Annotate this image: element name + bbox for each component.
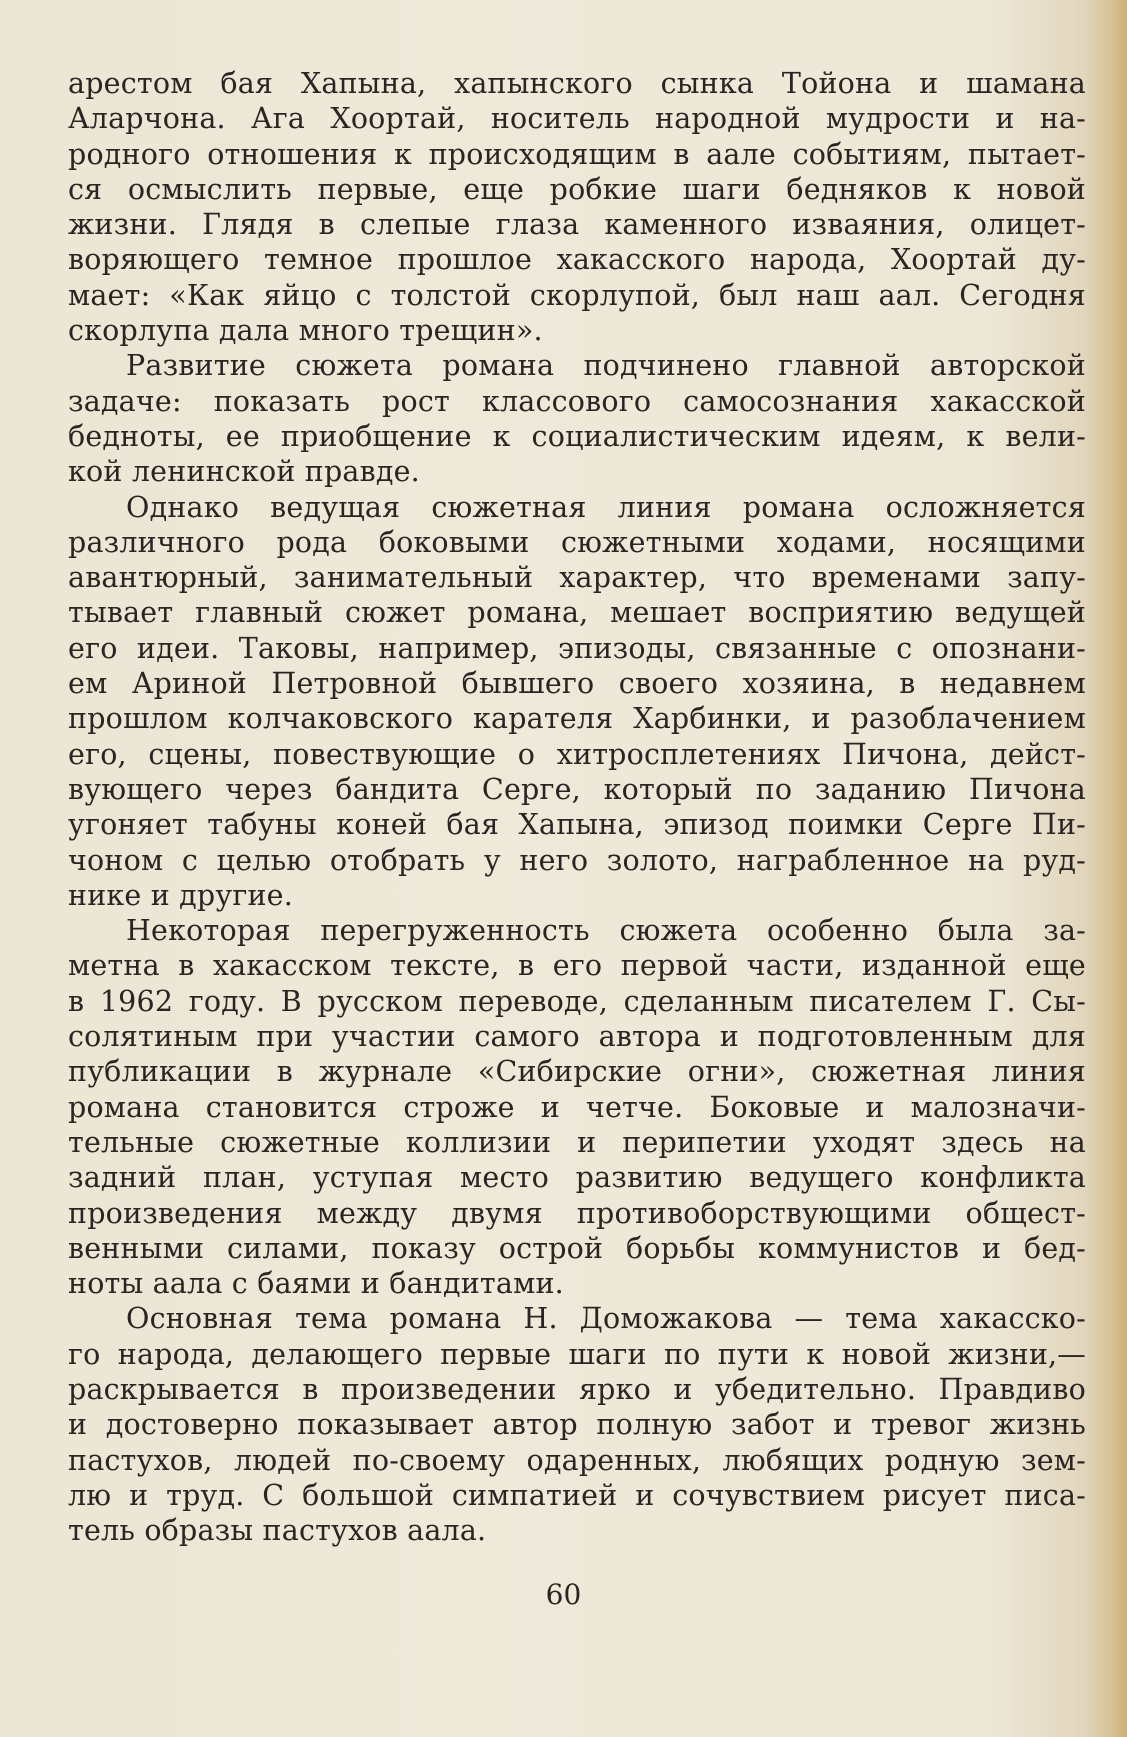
text-line: лю и труд. С большой симпатией и сочувствием рисует писа- [68, 1478, 1086, 1512]
text-line: венными силами, показу острой борьбы коммунистов и бед- [68, 1231, 1086, 1265]
text-line: жизни. Глядя в слепые глаза каменного изваяния, олицет- [68, 208, 1086, 242]
text-line: нике и другие. [68, 878, 293, 912]
text-line: мает: «Как яйцо с толстой скорлупой, был наш аал. Сегодня [68, 278, 1086, 312]
page-number: 60 [545, 1578, 582, 1611]
page-edge-shadow [1087, 0, 1127, 1737]
text-line: бедноты, ее приобщение к социалистическим идеям, к вели- [68, 419, 1086, 453]
paragraph-first-line: Некоторая перегруженность сюжета особенно была за- [126, 914, 1086, 948]
text-line: ем Ариной Петровной бывшего своего хозяина, в недавнем [68, 667, 1086, 701]
text-line: воряющего темное прошлое хакасского народа, Хоортай ду- [68, 243, 1086, 277]
text-line: задний план, уступая место развитию ведущего конфликта [68, 1161, 1086, 1195]
text-line: ся осмыслить первые, еще робкие шаги бедняков к новой [68, 172, 1086, 206]
text-line: прошлом колчаковского карателя Харбинки, и разоблачением [68, 702, 1086, 736]
text-line: угоняет табуны коней бая Хапына, эпизод поимки Серге Пи- [68, 808, 1086, 842]
text-line: солятиным при участии самого автора и подготовленным для [68, 1020, 1086, 1054]
text-line: в 1962 году. В русском переводе, сделанным писателем Г. Сы- [68, 984, 1086, 1018]
text-line: тельные сюжетные коллизии и перипетии уходят здесь на [68, 1125, 1086, 1159]
text-line: арестом бая Хапына, хапынского сынка Тойона и шамана [68, 67, 1086, 100]
body-text [68, 66, 1086, 1548]
text-line: его, сцены, повествующие о хитросплетениях Пичона, дейст- [68, 737, 1086, 771]
text-line: раскрывается в произведении ярко и убедительно. Правдиво [68, 1372, 1086, 1406]
text-line: Аларчона. Ага Хоортай, носитель народной мудрости и на- [68, 102, 1086, 136]
text-line: чоном с целью отобрать у него золото, награбленное на руд- [68, 843, 1086, 877]
text-line: его идеи. Таковы, например, эпизоды, связанные с опознани- [68, 631, 1086, 665]
text-line: романа становится строже и четче. Боковые и малозначи- [68, 1090, 1086, 1124]
text-line: произведения между двумя противоборствующими общест- [68, 1196, 1086, 1230]
text-line: публикации в журнале «Сибирские огни», сюжетная линия [68, 1055, 1086, 1089]
text-line: различного рода боковыми сюжетными ходами, носящими [68, 525, 1086, 559]
paragraph-first-line: Развитие сюжета романа подчинено главной авторской [126, 349, 1086, 383]
text-line: ноты аала с баями и бандитами. [68, 1267, 564, 1301]
text-line: задаче: показать рост классового самосознания хакасской [68, 384, 1086, 418]
paragraph-first-line: Однако ведущая сюжетная линия романа осложняется [126, 490, 1086, 524]
text-line: тывает главный сюжет романа, мешает восприятию ведущей [68, 596, 1086, 630]
text-line: пастухов, людей по-своему одаренных, любящих родную зем- [68, 1443, 1086, 1477]
text-line: и достоверно показывает автор полную забот и тревог жизнь [68, 1408, 1086, 1442]
paragraph-first-line: Основная тема романа Н. Доможакова — тема хакасско- [126, 1302, 1086, 1336]
text-line: кой ленинской правде. [68, 455, 420, 489]
text-line: родного отношения к происходящим в аале событиям, пытает- [68, 137, 1086, 171]
text-line: метна в хакасском тексте, в его первой части, изданной еще [68, 949, 1086, 983]
text-line: тель образы пастухов аала. [68, 1514, 487, 1548]
text-line: скорлупа дала много трещин». [68, 314, 543, 348]
text-line: го народа, делающего первые шаги по пути к новой жизни,— [68, 1337, 1086, 1371]
text-line: вующего через бандита Серге, который по заданию Пичона [68, 772, 1086, 806]
text-line: авантюрный, занимательный характер, что временами запу- [68, 561, 1086, 595]
